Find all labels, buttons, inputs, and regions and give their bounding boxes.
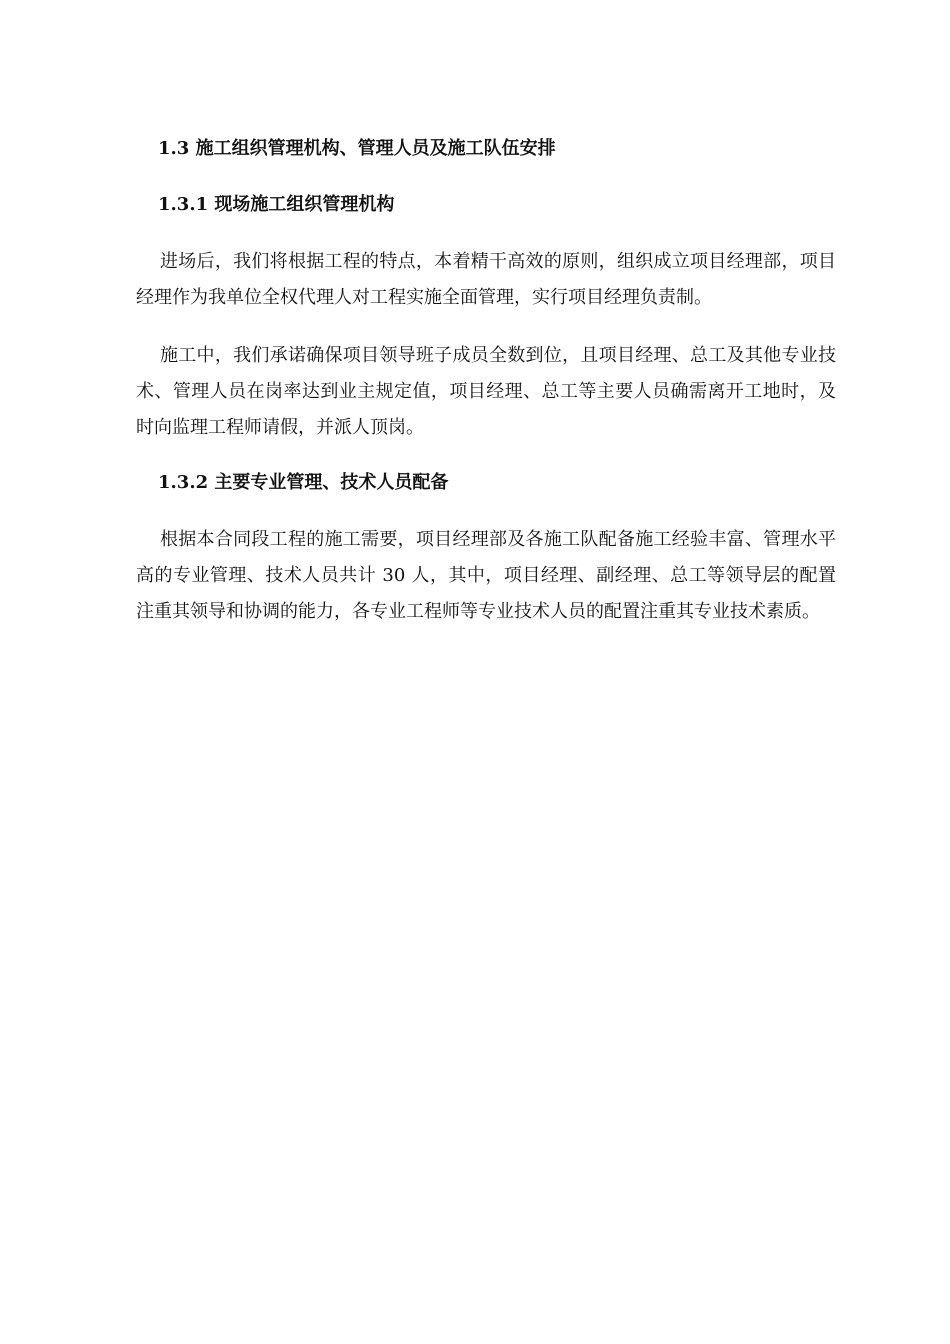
paragraph: 施工中，我们承诺确保项目领导班子成员全数到位，且项目经理、总工及其他专业技术、管理人员在岗率达到业主规定值，项目经理、总工等主要人员确需离开工地时，及时向监理工程师请假，并派人顶岗。 [136,345,836,438]
paragraph: 根据本合同段工程的施工需要，项目经理部及各施工队配备施工经验丰富、管理水平高的专业管理、技术人员共计 30 人，其中，项目经理、副经理、总工等领导层的配置注重其领导和协调的能力，各专业工程师等专业技术人员的配置注重其专业技术素质。 [136,529,836,622]
subsection-heading-1-3-2: 1.3.2 主要专业管理、技术人员配备 [158,472,449,493]
document-body [136,134,836,652]
paragraph: 进场后，我们将根据工程的特点，本着精干高效的原则，组织成立项目经理部，项目经理作为我单位全权代理人对工程实施全面管理，实行项目经理负责制。 [136,251,836,308]
section-heading: 1.3 施工组织管理机构、管理人员及施工队伍安排 [158,138,556,159]
subsection-heading-1-3-1: 1.3.1 现场施工组织管理机构 [158,194,395,215]
